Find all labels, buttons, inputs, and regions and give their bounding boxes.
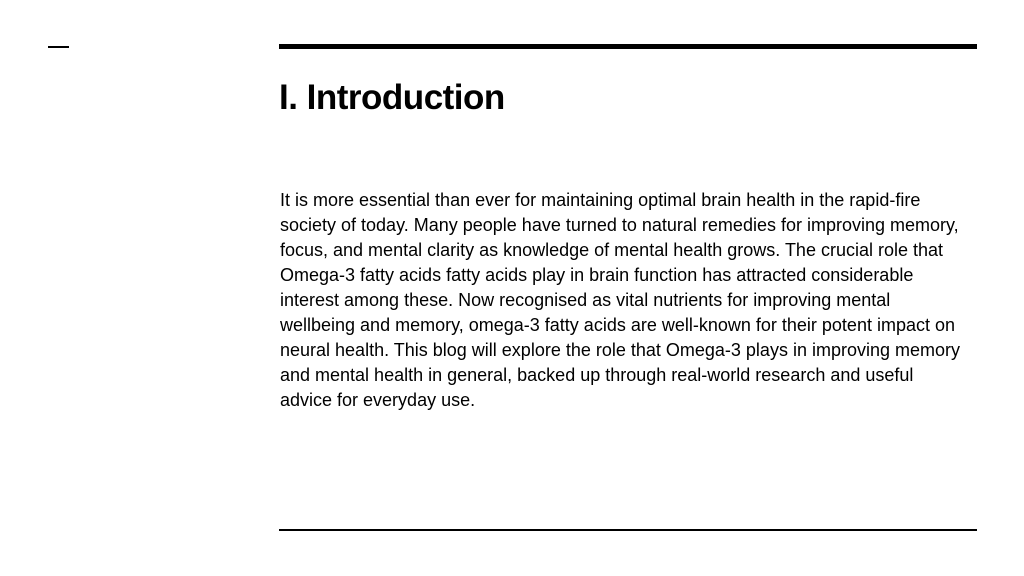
corner-dash-decoration	[48, 46, 69, 48]
slide-title: I. Introduction	[279, 78, 505, 117]
bottom-divider	[279, 529, 977, 531]
slide-body-text: It is more essential than ever for maintaining optimal brain health in the rapid-fire society of today. Many people have turned to natural remedies for improving memory, focus, and mental clarity as knowledge of mental health grows. The crucial role that Omega-3 fatty acids fatty acids play in brain function has attracted considerable interest among these. Now recognised as vital nutrients for improving mental wellbeing and memory, omega-3 fatty acids are well-known for their potent impact on neural health. This blog will explore the role that Omega-3 plays in improving memory and mental health in general, backed up through real-world research and useful advice for everyday use.	[280, 190, 960, 410]
top-divider	[279, 44, 977, 49]
